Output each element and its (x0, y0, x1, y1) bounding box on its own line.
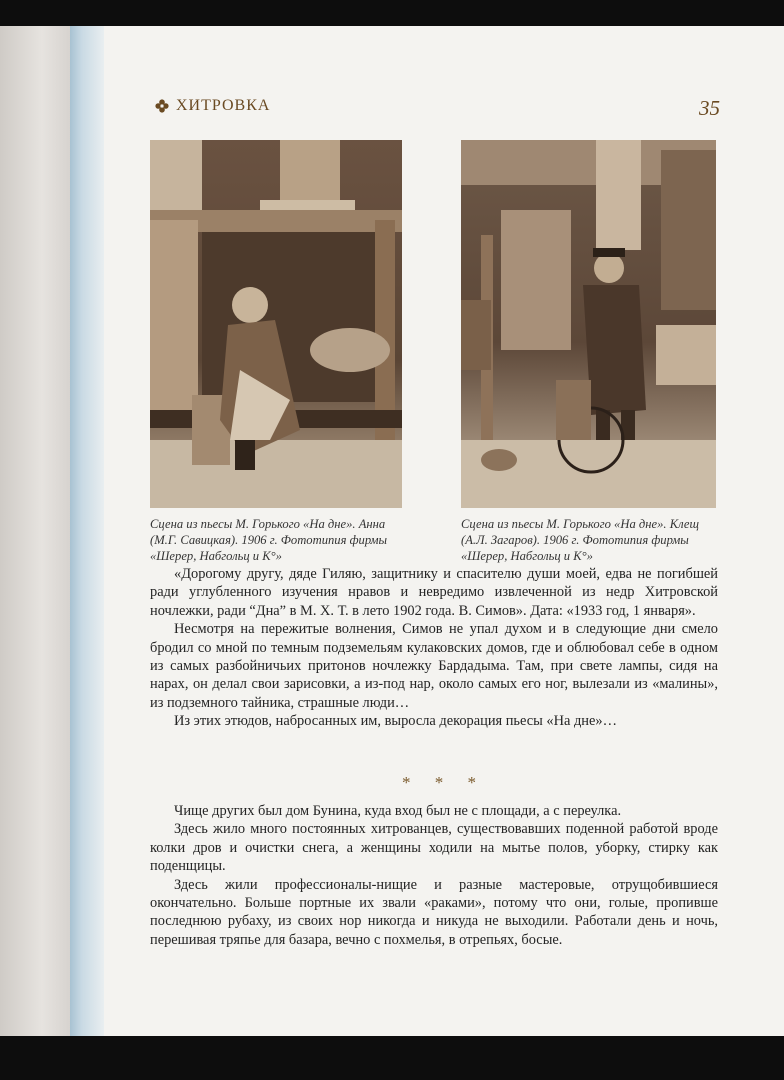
paragraph: Здесь жили профессионалы-нищие и разные мастеровые, отрущобившиеся окончательно. Больше портные их звали «раками», потому что они, голые, пропивше последнюю рубаху, из своих нор никогда и никуда не выходили. Работали день и ночь, перешивая тряпье для базара, вечно с похмелья, в отрепьях, босые. (150, 876, 718, 948)
paragraph: Несмотря на пережитые волнения, Симов не упал духом и в следующие дни смело бродил со мной по темным подземельям кулаковских домов, где и облюбовал себе в одном из самых разбойничьих притонов ночлежку Бардадыма. Там, при свете лампы, сидя на нарах, он делал свои зарисовки, а из-под нар, около самых его ног, вылезали из «малины», из подземного тайника, страшные люди… (150, 621, 718, 711)
page-number: 35 (699, 96, 720, 120)
paragraph: «Дорогому другу, дяде Гиляю, защитнику и спасителю души моей, едва не погибшей ради углубленного изучения нравов и невредимо извлеченной из недр Хитровской ночлежки, ради “Дна” в М. Х. Т. в лето 1902 года. В. Симов». Дата: «1933 год, 1 января». (150, 566, 718, 619)
left-page-edge (0, 26, 70, 1036)
ornament-icon (155, 99, 169, 113)
book-gutter (70, 26, 104, 1036)
section-separator: * * * (402, 773, 486, 792)
main-text (150, 565, 718, 731)
paragraph: Здесь жило много постоянных хитрованцев, существовавших поденной работой вроде колки дров и очистки снега, а женщины ходили на мытье полов, уборку, стирку как поденщицы. (150, 821, 718, 875)
paragraph: Чище других был дом Бунина, куда вход был не с площади, а с переулка. (174, 803, 622, 819)
book-page (104, 26, 784, 1036)
photo-kleshch (461, 140, 716, 508)
running-head: ХИТРОВКА (176, 97, 271, 114)
photo-caption-1: Сцена из пьесы М. Горького «На дне». Анна (М.Г. Савицкая). 1906 г. Фототипия фирмы «Шерер, Набгольц и К°» (150, 517, 388, 563)
main-text-continued (150, 802, 718, 949)
paragraph: Из этих этюдов, набросанных им, выросла декорация пьесы «На дне»… (174, 713, 617, 730)
photo-anna (150, 140, 402, 508)
photo-caption-2: Сцена из пьесы М. Горького «На дне». Клещ (А.Л. Загаров). 1906 г. Фототипия фирмы «Шерер, Набгольц и К°» (461, 517, 699, 563)
